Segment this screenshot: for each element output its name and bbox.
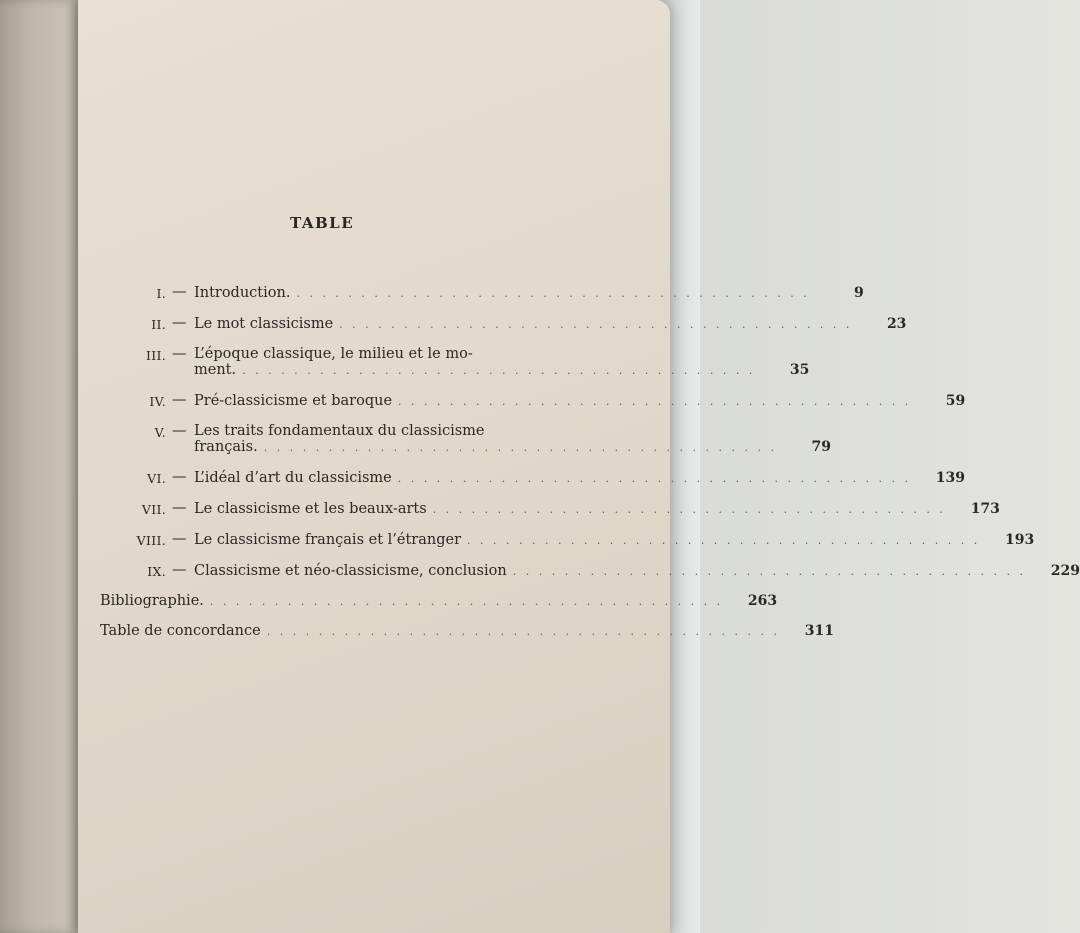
chapter-number: VII. (141, 502, 166, 517)
page-number: 9 (853, 285, 864, 301)
previous-page-edge (0, 0, 80, 933)
section-title: Table de concordance (100, 623, 261, 639)
toc-entry (100, 531, 1035, 548)
page-number: 263 (747, 593, 778, 609)
dash: — (172, 531, 187, 547)
dot-leader: . . . . . . . . . . . . . . . . . . . . . . . . . . . . . . . . . . . . . . . . (263, 441, 777, 454)
dot-leader: . . . . . . . . . . . . . . . . . . . . . . . . . . . . . . . . . . . . . . . . (432, 503, 946, 516)
toc-entry (100, 562, 1080, 579)
book-page (78, 0, 1080, 933)
chapter-title: Les traits fondamentaux du classicisme (194, 423, 485, 439)
dash: — (172, 562, 187, 578)
chapter-title: Introduction. (194, 285, 291, 301)
chapter-title-continued: français. (194, 439, 258, 455)
toc-entry (100, 346, 810, 378)
section-title: Bibliographie. (100, 593, 204, 609)
chapter-number: VIII. (136, 533, 166, 548)
dash: — (172, 346, 187, 362)
toc-entry (100, 623, 834, 639)
dash: — (172, 500, 187, 516)
table-of-contents (100, 284, 1080, 653)
chapter-title: Le classicisme français et l’étranger (194, 532, 461, 548)
toc-entry (100, 315, 907, 332)
chapter-number: VI. (147, 471, 166, 486)
chapter-title: Pré-classicisme et baroque (194, 393, 393, 409)
toc-entry (100, 284, 864, 301)
dot-leader: . . . . . . . . . . . . . . . . . . . . . . . . . . . . . . . . . . . . . . . . (397, 472, 911, 485)
toc-entry (100, 392, 966, 409)
dot-leader: . . . . . . . . . . . . . . . . . . . . . . . . . . . . . . . . . . . . . . . . (296, 287, 810, 300)
dash: — (172, 315, 187, 331)
dash: — (172, 469, 187, 485)
chapter-number: V. (154, 425, 166, 440)
dot-leader: . . . . . . . . . . . . . . . . . . . . . . . . . . . . . . . . . . . . . . . . (242, 364, 756, 377)
toc-entry (100, 469, 965, 486)
chapter-number: II. (151, 317, 166, 332)
chapter-number: IX. (147, 564, 166, 579)
page-number: 35 (789, 362, 810, 378)
page-number: 229 (1050, 563, 1080, 579)
toc-entry (100, 423, 831, 455)
page-number: 193 (1005, 532, 1035, 548)
dot-leader: . . . . . . . . . . . . . . . . . . . . . . . . . . . . . . . . . . . . . . . . (398, 395, 912, 408)
dash: — (172, 284, 187, 300)
toc-entry (100, 500, 1000, 517)
dash: — (172, 392, 187, 408)
page-number: 173 (970, 501, 1000, 517)
page-number: 59 (945, 393, 966, 409)
chapter-title: Le mot classicisme (194, 316, 334, 332)
chapter-number: I. (156, 286, 166, 301)
page-number: 23 (886, 316, 907, 332)
chapter-number: IV. (149, 394, 166, 409)
dot-leader: . . . . . . . . . . . . . . . . . . . . . . . . . . . . . . . . . . . . . . . . (339, 318, 853, 331)
chapter-number: III. (146, 348, 166, 363)
dot-leader: . . . . . . . . . . . . . . . . . . . . . . . . . . . . . . . . . . . . . . . . (467, 534, 981, 547)
toc-entry (100, 593, 778, 609)
chapter-title: L’idéal d’art du classicisme (194, 470, 392, 486)
chapter-title: Classicisme et néo-classicisme, conclusion (194, 563, 507, 579)
dash: — (172, 423, 187, 439)
chapter-title: L’époque classique, le milieu et le mo- (194, 346, 473, 362)
chapter-title-continued: ment. (194, 362, 237, 378)
page-title: TABLE (290, 214, 355, 232)
dot-leader: . . . . . . . . . . . . . . . . . . . . . . . . . . . . . . . . . . . . . . . . (209, 595, 724, 608)
page-number: 79 (811, 439, 831, 455)
dot-leader: . . . . . . . . . . . . . . . . . . . . . . . . . . . . . . . . . . . . . . . . (266, 625, 780, 638)
page-number: 311 (804, 623, 834, 639)
chapter-title: Le classicisme et les beaux-arts (194, 501, 427, 517)
page-number: 139 (935, 470, 965, 486)
dot-leader: . . . . . . . . . . . . . . . . . . . . . . . . . . . . . . . . . . . . . . . . (512, 565, 1026, 578)
